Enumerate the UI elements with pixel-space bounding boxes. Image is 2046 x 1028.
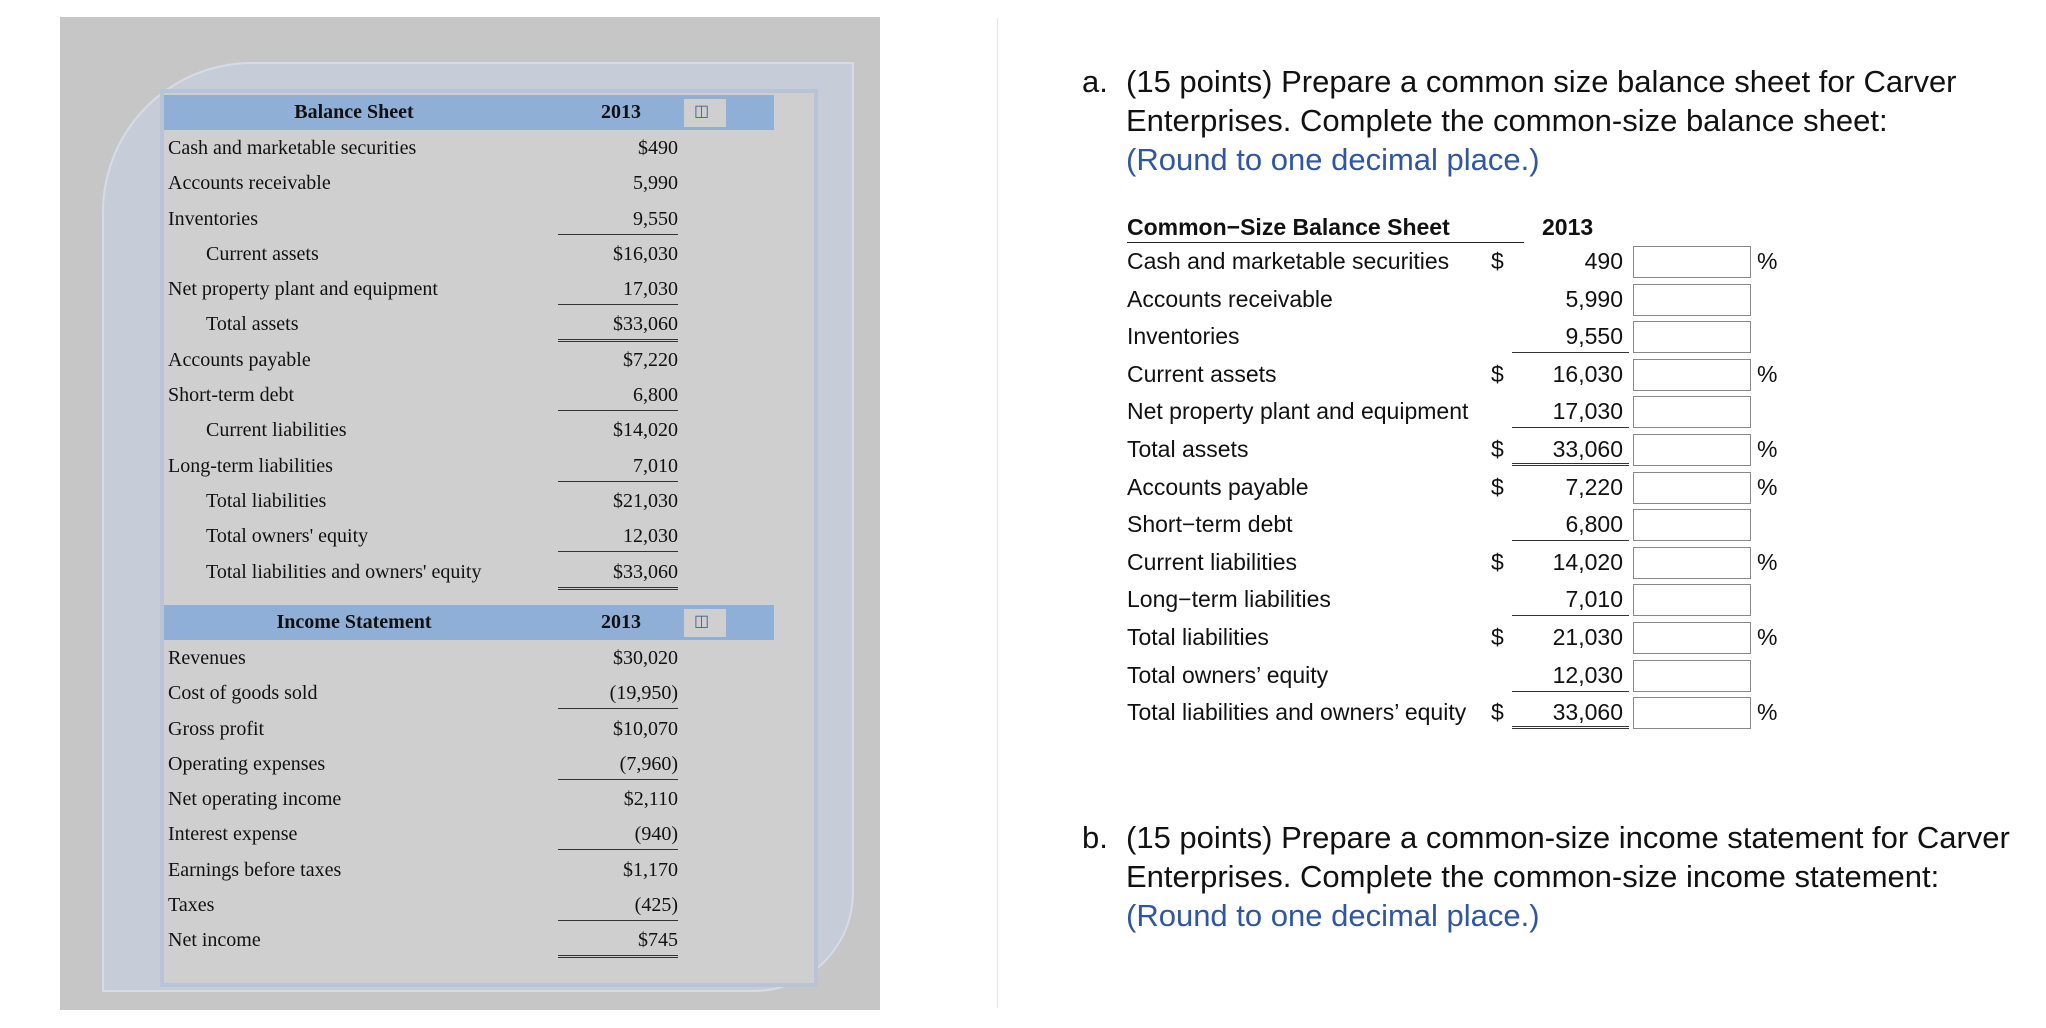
row-label: Taxes [168,894,215,917]
row-label: Short-term debt [168,384,295,407]
percent-input[interactable] [1633,622,1751,654]
common-size-row [1127,469,1777,507]
percent-input[interactable] [1633,584,1751,616]
row-value: 9,550 [558,208,678,235]
income-statement-popup-button[interactable] [684,609,726,637]
common-size-title: Common−Size Balance Sheet [1127,214,1450,240]
question-a-number: a. [1082,64,1108,99]
row-label: Net operating income [168,788,342,811]
row-label: Earnings before taxes [168,858,342,881]
row-value: $16,030 [613,242,678,265]
common-size-row [1127,431,1777,469]
dollar-sign: $ [1491,435,1504,462]
balance-sheet-popup-button[interactable] [684,99,726,127]
table-row [164,675,774,710]
row-label: Long-term liabilities [168,454,333,477]
row-value: $2,110 [623,788,678,811]
row-amount: 12,030 [1512,662,1629,692]
question-b-text-block [1126,818,2026,935]
common-size-row [1127,393,1777,431]
common-size-row [1127,318,1777,356]
table-row [164,448,774,483]
row-amount: 9,550 [1512,323,1629,353]
row-value: $7,220 [623,348,678,371]
row-label: Interest expense [168,823,298,846]
popup-window-icon: ◫ [694,613,710,630]
row-label: Net property plant and equipment [1127,398,1469,425]
table-row [164,130,774,165]
row-value: $33,060 [558,561,678,590]
row-label: Revenues [168,647,246,669]
row-label: Current liabilities [1127,548,1298,575]
balance-sheet-header [164,95,774,130]
percent-input[interactable] [1633,284,1751,316]
question-a-hint: (Round to one decimal place.) [1126,142,1540,177]
dollar-sign: $ [1491,623,1504,650]
row-label: Total assets [206,313,299,336]
dollar-sign: $ [1491,473,1504,500]
row-value: 7,010 [558,455,678,482]
row-amount: 5,990 [1565,285,1623,312]
percent-sign: % [1757,435,1778,462]
row-value: $33,060 [558,313,678,342]
row-value: $1,170 [623,858,678,881]
dollar-sign: $ [1491,360,1504,387]
row-label: Total owners’ equity [1127,661,1329,688]
row-label: Cash and marketable securities [1127,248,1450,274]
row-label: Inventories [1127,323,1240,350]
table-row [164,518,774,553]
row-label: Accounts payable [168,348,311,371]
percent-input[interactable] [1633,547,1751,579]
balance-sheet-table [164,95,774,589]
table-row [164,781,774,816]
percent-input[interactable] [1633,359,1751,391]
common-size-row [1127,356,1777,394]
row-label: Operating expenses [168,752,326,775]
row-value: $21,030 [613,489,678,512]
percent-sign: % [1757,473,1778,500]
row-label: Accounts receivable [1127,285,1333,312]
row-label: Total owners' equity [206,525,369,548]
row-amount: 14,020 [1552,548,1623,575]
row-amount: 7,010 [1512,586,1629,616]
row-value: (940) [558,823,678,850]
row-label: Current assets [206,242,319,265]
row-value: 5,990 [633,172,678,195]
percent-input[interactable] [1633,697,1751,729]
row-label: Gross profit [168,717,265,740]
row-label: Cost of goods sold [168,682,318,705]
percent-input[interactable] [1633,434,1751,466]
row-value: $14,020 [613,419,678,442]
table-row [164,342,774,377]
row-amount: 21,030 [1552,623,1623,650]
row-label: Total liabilities and owners' equity [206,560,482,583]
dollar-sign: $ [1491,248,1504,274]
row-label: Long−term liabilities [1127,586,1331,613]
question-b-hint: (Round to one decimal place.) [1126,898,1540,933]
question-a-text: (15 points) Prepare a common size balance sheet for Carver Enterprises. Complete the common-size balance sheet: [1126,64,1957,138]
row-amount: 490 [1584,248,1623,274]
row-label: Inventories [168,207,258,230]
percent-sign: % [1757,360,1778,387]
income-statement-rows [164,640,774,958]
percent-input[interactable] [1633,472,1751,504]
financial-tables-area [160,89,818,987]
row-value: (425) [558,894,678,921]
question-a-text-block [1126,62,2026,179]
row-label: Current liabilities [206,419,347,442]
income-statement-year: 2013 [601,611,641,633]
table-row [164,201,774,236]
question-b-text: (15 points) Prepare a common-size income statement for Carver Enterprises. Complete the common-size income statement: [1126,820,2010,894]
common-size-row [1127,243,1777,281]
percent-sign: % [1757,548,1778,575]
vertical-divider [997,18,998,1008]
common-size-row [1127,581,1777,619]
financial-data-panel [60,17,880,1010]
row-label: Accounts payable [1127,473,1309,500]
common-size-rows [1127,243,1777,732]
dollar-sign: $ [1491,548,1504,575]
row-label: Total liabilities and owners’ equity [1127,699,1467,726]
income-statement-header [164,605,774,640]
income-statement-title: Income Statement [276,611,432,633]
table-row [164,306,774,341]
row-amount: 6,800 [1512,511,1629,541]
dollar-sign: $ [1491,699,1504,726]
balance-sheet-year: 2013 [601,101,641,123]
row-amount: 7,220 [1565,473,1623,500]
table-row [164,377,774,412]
row-value: 17,030 [558,278,678,305]
common-size-row [1127,694,1777,732]
row-value: (19,950) [558,682,678,709]
percent-sign: % [1757,699,1778,726]
row-amount: 33,060 [1512,436,1629,466]
common-size-year: 2013 [1542,214,1594,240]
row-label: Accounts receivable [168,172,331,195]
common-size-row [1127,544,1777,582]
row-value: 12,030 [558,525,678,552]
row-value: $10,070 [613,717,678,740]
row-amount: 33,060 [1512,699,1629,729]
row-label: Short−term debt [1127,511,1293,538]
common-size-balance-sheet [1127,212,1777,732]
table-row [164,852,774,887]
table-row [164,412,774,447]
percent-sign: % [1757,623,1778,650]
row-label: Cash and marketable securities [168,137,417,159]
table-row [164,922,774,957]
percent-input[interactable] [1633,396,1751,428]
row-amount: 16,030 [1552,360,1623,387]
common-size-header [1127,212,1594,243]
row-label: Current assets [1127,360,1277,387]
percent-input[interactable] [1633,660,1751,692]
row-label: Net property plant and equipment [168,278,438,301]
table-row [164,554,774,589]
row-value: $745 [558,929,678,958]
table-row [164,236,774,271]
table-row [164,887,774,922]
table-row [164,640,774,675]
row-label: Total liabilities [206,489,327,512]
common-size-row [1127,281,1777,319]
row-value: $30,020 [613,647,678,669]
percent-input[interactable] [1633,509,1751,541]
table-row [164,816,774,851]
popup-window-icon: ◫ [694,103,710,120]
table-row [164,165,774,200]
table-row [164,271,774,306]
row-label: Total liabilities [1127,623,1269,650]
common-size-row [1127,619,1777,657]
row-label: Net income [168,929,261,952]
row-value: (7,960) [558,753,678,780]
question-b-number: b. [1082,820,1108,855]
row-value: $490 [638,137,678,159]
row-amount: 17,030 [1512,398,1629,428]
financial-data-card [102,62,854,992]
percent-sign: % [1757,248,1778,274]
balance-sheet-title: Balance Sheet [294,101,414,123]
income-statement-table [164,605,774,958]
row-label: Total assets [1127,435,1249,462]
common-size-row [1127,506,1777,544]
common-size-row [1127,657,1777,695]
table-row [164,483,774,518]
table-row [164,746,774,781]
percent-input[interactable] [1633,246,1751,278]
table-row [164,711,774,746]
balance-sheet-rows [164,130,774,589]
percent-input[interactable] [1633,321,1751,353]
row-value: 6,800 [558,384,678,411]
